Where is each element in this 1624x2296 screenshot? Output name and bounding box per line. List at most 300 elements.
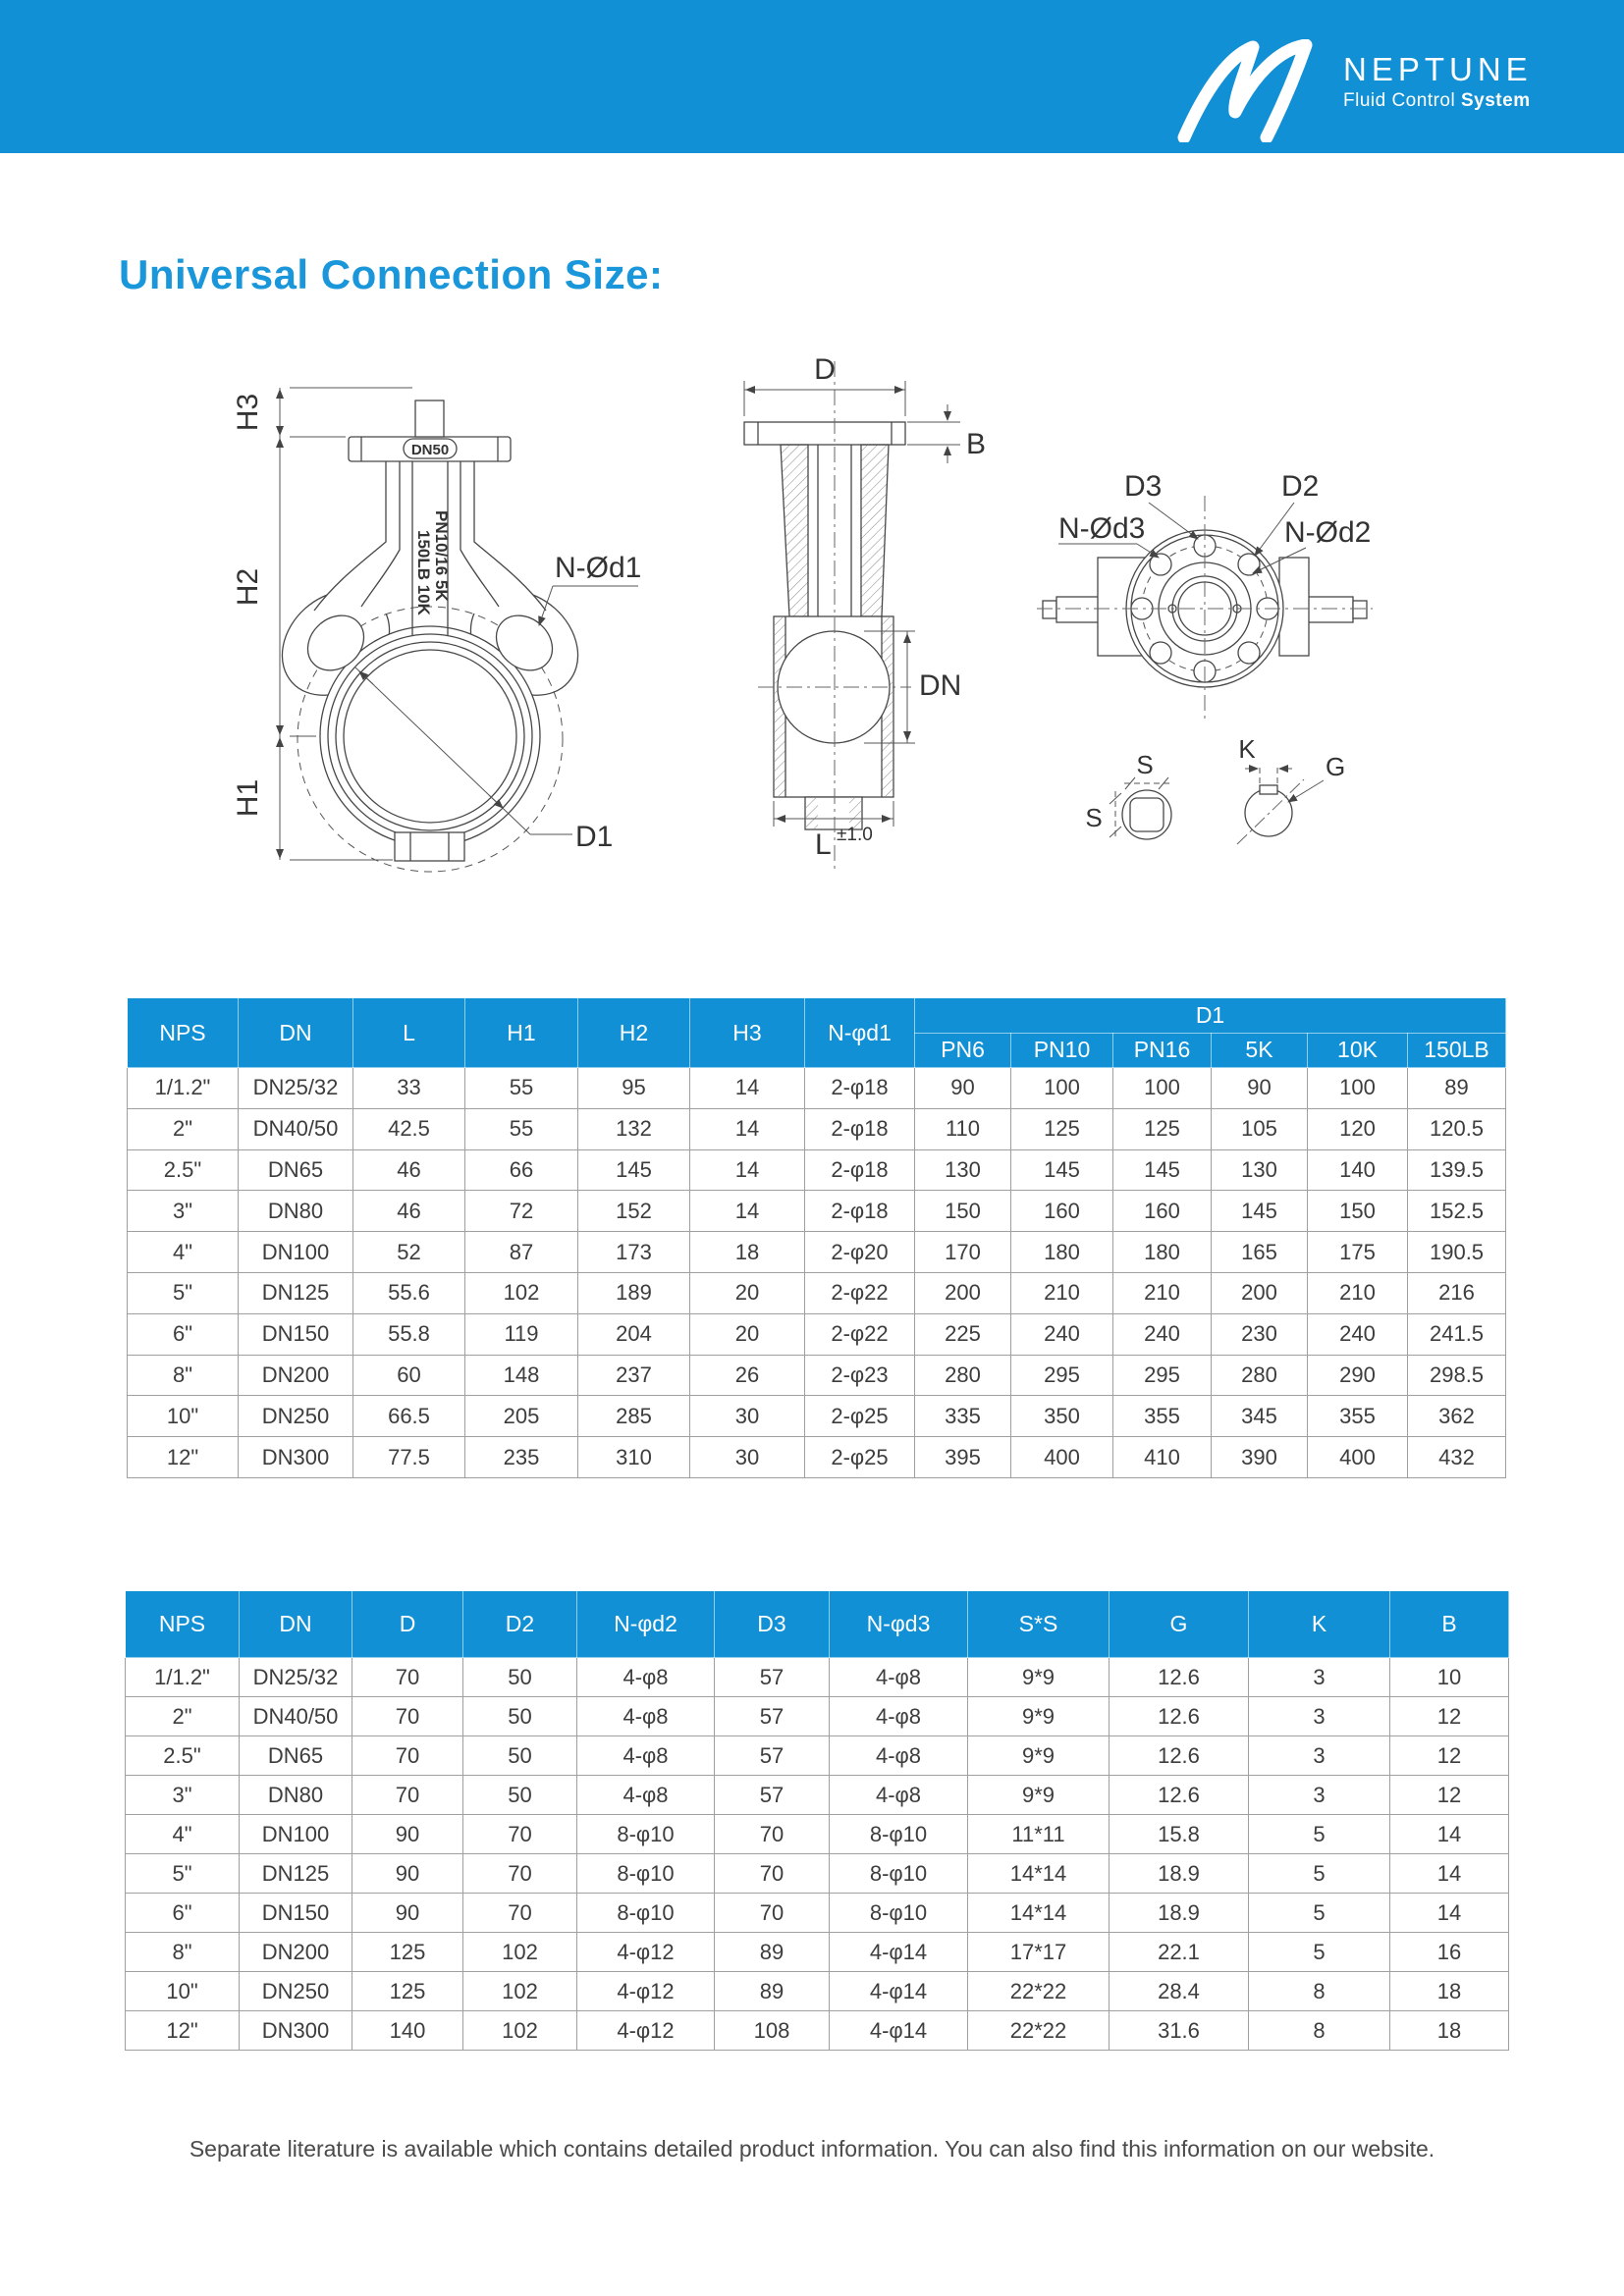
table-cell: DN250 (240, 1972, 352, 2011)
table-cell: 216 (1408, 1272, 1506, 1313)
table-cell: 6" (126, 1894, 240, 1933)
table-cell: 175 (1308, 1232, 1408, 1273)
table-row (126, 1894, 1509, 1933)
table-row (126, 1933, 1509, 1972)
table-cell: 280 (1212, 1355, 1308, 1396)
table-cell: 100 (1011, 1068, 1113, 1109)
table-cell: 14 (1390, 1815, 1509, 1854)
table-row (128, 1355, 1506, 1396)
table-row (126, 1815, 1509, 1854)
col-header-pn16: PN16 (1113, 1033, 1212, 1068)
table-cell: 145 (1113, 1149, 1212, 1191)
table-cell: 70 (715, 1854, 830, 1894)
table-cell: 90 (915, 1068, 1011, 1109)
table-cell: 4-φ12 (577, 1933, 715, 1972)
table-cell: 105 (1212, 1108, 1308, 1149)
table-cell: 165 (1212, 1232, 1308, 1273)
table-cell: 189 (578, 1272, 690, 1313)
table-cell: 42.5 (353, 1108, 465, 1149)
table-cell: 280 (915, 1355, 1011, 1396)
col-header-dn: DN (239, 998, 353, 1068)
table-cell: 2-φ20 (805, 1232, 915, 1273)
table-cell: 241.5 (1408, 1313, 1506, 1355)
table-cell: 55.8 (353, 1313, 465, 1355)
connection-size-table-2 (125, 1590, 1509, 2051)
table-cell: 130 (1212, 1149, 1308, 1191)
table-cell: 4" (126, 1815, 240, 1854)
table-cell: DN200 (239, 1355, 353, 1396)
table-cell: 160 (1011, 1191, 1113, 1232)
table-cell: 119 (465, 1313, 578, 1355)
table-cell: 4-φ14 (830, 2011, 968, 2051)
table-cell: DN300 (240, 2011, 352, 2051)
table-cell: 170 (915, 1232, 1011, 1273)
dim-l-label: L (815, 828, 832, 861)
table-cell: DN40/50 (239, 1108, 353, 1149)
table-cell: 15.8 (1110, 1815, 1249, 1854)
table-cell: 2-φ18 (805, 1149, 915, 1191)
table-cell: 66 (465, 1149, 578, 1191)
table-cell: 395 (915, 1437, 1011, 1478)
table-cell: 18 (1390, 2011, 1509, 2051)
table-row (128, 1232, 1506, 1273)
tagline-bold: System (1461, 90, 1531, 111)
table-cell: 1/1.2" (128, 1068, 239, 1109)
table-cell: 130 (915, 1149, 1011, 1191)
table-cell: 18 (1390, 1972, 1509, 2011)
table-cell: 70 (352, 1736, 463, 1776)
table-cell: 8" (128, 1355, 239, 1396)
table-cell: 204 (578, 1313, 690, 1355)
col-header-nps: NPS (126, 1591, 240, 1658)
table-cell: 33 (353, 1068, 465, 1109)
dim-n-od1-label: N-Ød1 (555, 552, 642, 584)
col-header-g: G (1110, 1591, 1249, 1658)
table-cell: 8 (1249, 2011, 1390, 2051)
table-row (128, 1437, 1506, 1478)
neptune-swoosh-icon (1176, 39, 1343, 142)
table-cell: 89 (715, 1972, 830, 2011)
table-cell: 3" (128, 1191, 239, 1232)
table-row (126, 1658, 1509, 1697)
table-cell: 8 (1249, 1972, 1390, 2011)
table-cell: 210 (1011, 1272, 1113, 1313)
table-cell: 120 (1308, 1108, 1408, 1149)
table-cell: 22*22 (968, 2011, 1110, 2051)
table-cell: 4" (128, 1232, 239, 1273)
table-cell: 102 (463, 1972, 577, 2011)
table-cell: 200 (1212, 1272, 1308, 1313)
table-cell: 2-φ23 (805, 1355, 915, 1396)
section-view (744, 361, 911, 872)
table-row (128, 1272, 1506, 1313)
dim-n-od2-label: N-Ød2 (1284, 516, 1372, 549)
table-cell: 295 (1113, 1355, 1212, 1396)
table-cell: 2-φ22 (805, 1313, 915, 1355)
table-cell: 70 (715, 1815, 830, 1854)
table-cell: 4-φ14 (830, 1972, 968, 2011)
dim-b-label: B (966, 428, 987, 460)
table-cell: 87 (465, 1232, 578, 1273)
table-cell: 57 (715, 1776, 830, 1815)
col-header-h3: H3 (690, 998, 805, 1068)
table-cell: 4-φ8 (577, 1697, 715, 1736)
table-cell: 70 (715, 1894, 830, 1933)
table-cell: 5 (1249, 1933, 1390, 1972)
table-cell: 152 (578, 1191, 690, 1232)
table-cell: 400 (1011, 1437, 1113, 1478)
table-cell: 285 (578, 1396, 690, 1437)
table-cell: 350 (1011, 1396, 1113, 1437)
table-cell: DN125 (239, 1272, 353, 1313)
dim-h2-label: H2 (232, 567, 264, 607)
table-cell: 2.5" (126, 1736, 240, 1776)
table-cell: 150 (1308, 1191, 1408, 1232)
table-cell: 432 (1408, 1437, 1506, 1478)
table-cell: 90 (352, 1815, 463, 1854)
table-cell: 12 (1390, 1697, 1509, 1736)
table-cell: 14*14 (968, 1894, 1110, 1933)
table-cell: 160 (1113, 1191, 1212, 1232)
table-cell: 145 (1212, 1191, 1308, 1232)
table-cell: 10" (128, 1396, 239, 1437)
table-cell: 60 (353, 1355, 465, 1396)
valve-technical-drawing (147, 344, 1473, 952)
table-cell: 180 (1011, 1232, 1113, 1273)
table-cell: 14 (690, 1191, 805, 1232)
table-cell: 2-φ22 (805, 1272, 915, 1313)
table-cell: 30 (690, 1437, 805, 1478)
table-row (128, 1313, 1506, 1355)
table-cell: 390 (1212, 1437, 1308, 1478)
table-cell: 140 (352, 2011, 463, 2051)
table-cell: 12" (126, 2011, 240, 2051)
table-cell: 52 (353, 1232, 465, 1273)
col-header-d: D (352, 1591, 463, 1658)
table-cell: 145 (578, 1149, 690, 1191)
table-cell: DN150 (240, 1894, 352, 1933)
table-cell: 230 (1212, 1313, 1308, 1355)
table-cell: 18.9 (1110, 1854, 1249, 1894)
table-cell: 240 (1308, 1313, 1408, 1355)
table-cell: DN300 (239, 1437, 353, 1478)
table-cell: 55.6 (353, 1272, 465, 1313)
table-cell: 125 (352, 1933, 463, 1972)
table-cell: DN65 (239, 1149, 353, 1191)
table-cell: 70 (352, 1776, 463, 1815)
table-cell: 2-φ18 (805, 1068, 915, 1109)
table-cell: DN80 (239, 1191, 353, 1232)
table-cell: 3 (1249, 1776, 1390, 1815)
table-row (128, 1068, 1506, 1109)
table-cell: 90 (352, 1894, 463, 1933)
table-cell: 152.5 (1408, 1191, 1506, 1232)
table-cell: 72 (465, 1191, 578, 1232)
table-cell: 2-φ18 (805, 1108, 915, 1149)
col-group-header-d1: D1 (915, 998, 1506, 1034)
table-cell: 125 (1011, 1108, 1113, 1149)
table-cell: 18.9 (1110, 1894, 1249, 1933)
col-header-s-s: S*S (968, 1591, 1110, 1658)
table-cell: 12.6 (1110, 1697, 1249, 1736)
table-row (128, 1191, 1506, 1232)
table-cell: 12 (1390, 1736, 1509, 1776)
dim-n-od3-label: N-Ød3 (1058, 512, 1146, 545)
table-cell: 139.5 (1408, 1149, 1506, 1191)
table-cell: 150 (915, 1191, 1011, 1232)
table-cell: DN150 (239, 1313, 353, 1355)
table-cell: 70 (463, 1854, 577, 1894)
table-cell: 9*9 (968, 1658, 1110, 1697)
table-cell: 125 (1113, 1108, 1212, 1149)
table-cell: DN40/50 (240, 1697, 352, 1736)
table-cell: 66.5 (353, 1396, 465, 1437)
table-cell: DN125 (240, 1854, 352, 1894)
table-cell: 4-φ8 (830, 1776, 968, 1815)
table-cell: 8-φ10 (830, 1854, 968, 1894)
table-cell: 200 (915, 1272, 1011, 1313)
table-cell: 240 (1011, 1313, 1113, 1355)
table-cell: 57 (715, 1736, 830, 1776)
table-cell: 50 (463, 1697, 577, 1736)
table-cell: 4-φ8 (577, 1658, 715, 1697)
col-header-nps: NPS (128, 998, 239, 1068)
table-cell: 100 (1113, 1068, 1212, 1109)
table-cell: 17*17 (968, 1933, 1110, 1972)
table-cell: 237 (578, 1355, 690, 1396)
table-cell: 140 (1308, 1149, 1408, 1191)
table-cell: 3" (126, 1776, 240, 1815)
table-cell: 12 (1390, 1776, 1509, 1815)
table-cell: 46 (353, 1191, 465, 1232)
table-cell: 57 (715, 1658, 830, 1697)
tagline-regular: Fluid Control (1343, 90, 1461, 111)
table-cell: 55 (465, 1068, 578, 1109)
table-cell: 1/1.2" (126, 1658, 240, 1697)
table-cell: 77.5 (353, 1437, 465, 1478)
table-cell: 298.5 (1408, 1355, 1506, 1396)
table-cell: 9*9 (968, 1697, 1110, 1736)
table-cell: 18 (690, 1232, 805, 1273)
table-cell: 70 (463, 1894, 577, 1933)
detail-keyed-stem (1237, 734, 1345, 844)
table-cell: 8-φ10 (577, 1894, 715, 1933)
table-row (126, 1854, 1509, 1894)
table-cell: 3 (1249, 1736, 1390, 1776)
table-cell: 102 (465, 1272, 578, 1313)
table-cell: 2-φ25 (805, 1396, 915, 1437)
table-cell: 295 (1011, 1355, 1113, 1396)
table-cell: 4-φ8 (830, 1736, 968, 1776)
table-cell: 5 (1249, 1854, 1390, 1894)
table-cell: 50 (463, 1658, 577, 1697)
table-cell: 20 (690, 1313, 805, 1355)
table-cell: 70 (352, 1697, 463, 1736)
table-cell: 2-φ25 (805, 1437, 915, 1478)
table-row (126, 1776, 1509, 1815)
dim-d2-label: D2 (1281, 470, 1320, 503)
table-cell: 70 (352, 1658, 463, 1697)
table-cell: 148 (465, 1355, 578, 1396)
table-cell: 55 (465, 1108, 578, 1149)
table-cell: 14 (1390, 1854, 1509, 1894)
table-cell: 5 (1249, 1815, 1390, 1854)
table-cell: 120.5 (1408, 1108, 1506, 1149)
table-cell: 12.6 (1110, 1776, 1249, 1815)
stem-rating-text-left: 150LB 10K (414, 530, 433, 615)
table-cell: 12.6 (1110, 1658, 1249, 1697)
table-cell: 6" (128, 1313, 239, 1355)
table-row (128, 1149, 1506, 1191)
col-header-5k: 5K (1212, 1033, 1308, 1068)
footer-note: Separate literature is available which contains detailed product information. You can also find this information on our website. (189, 2136, 1435, 2162)
dim-l-tolerance: ±1.0 (837, 825, 873, 845)
table-cell: 8-φ10 (830, 1815, 968, 1854)
table-row (126, 1972, 1509, 2011)
table-cell: 125 (352, 1972, 463, 2011)
table-cell: 90 (352, 1854, 463, 1894)
table-cell: 205 (465, 1396, 578, 1437)
table-cell: 12.6 (1110, 1736, 1249, 1776)
col-header-pn10: PN10 (1011, 1033, 1113, 1068)
col-header-pn6: PN6 (915, 1033, 1011, 1068)
stem-rating-text-right: PN10/16 5K (432, 510, 451, 602)
col-header-n-phi-d1: N-φd1 (805, 998, 915, 1068)
table-cell: DN100 (239, 1232, 353, 1273)
col-header-b: B (1390, 1591, 1509, 1658)
table-cell: 400 (1308, 1437, 1408, 1478)
table-cell: 14 (690, 1149, 805, 1191)
table-cell: 102 (463, 1933, 577, 1972)
table-cell: 70 (463, 1815, 577, 1854)
col-header-h2: H2 (578, 998, 690, 1068)
table-row (126, 2011, 1509, 2051)
table-cell: DN200 (240, 1933, 352, 1972)
table-cell: DN100 (240, 1815, 352, 1854)
table-cell: 12" (128, 1437, 239, 1478)
table-cell: 10 (1390, 1658, 1509, 1697)
dim-dn-label: DN (919, 669, 962, 702)
table-cell: 14 (1390, 1894, 1509, 1933)
table-cell: 4-φ8 (830, 1658, 968, 1697)
table-cell: 210 (1113, 1272, 1212, 1313)
col-header-d3: D3 (715, 1591, 830, 1658)
table-row (128, 1396, 1506, 1437)
table-row (128, 1108, 1506, 1149)
col-header-k: K (1249, 1591, 1390, 1658)
table-cell: DN25/32 (239, 1068, 353, 1109)
connection-size-table-1 (127, 997, 1506, 1478)
col-header-n-phi-d2: N-φd2 (577, 1591, 715, 1658)
table-cell: 102 (463, 2011, 577, 2051)
table-cell: 20 (690, 1272, 805, 1313)
table-cell: 4-φ8 (577, 1776, 715, 1815)
table-cell: 5" (126, 1854, 240, 1894)
table-cell: 4-φ14 (830, 1933, 968, 1972)
table-cell: 335 (915, 1396, 1011, 1437)
table-cell: DN250 (239, 1396, 353, 1437)
table-cell: 30 (690, 1396, 805, 1437)
table-cell: 173 (578, 1232, 690, 1273)
table-cell: 290 (1308, 1355, 1408, 1396)
dim-d1-label: D1 (575, 821, 614, 853)
col-header-dn: DN (240, 1591, 352, 1658)
table-cell: 2.5" (128, 1149, 239, 1191)
table-cell: 5 (1249, 1894, 1390, 1933)
table-cell: 4-φ8 (830, 1697, 968, 1736)
col-header-n-phi-d3: N-φd3 (830, 1591, 968, 1658)
table-cell: 8-φ10 (577, 1815, 715, 1854)
table-cell: 31.6 (1110, 2011, 1249, 2051)
table-cell: 14 (690, 1068, 805, 1109)
table-row (126, 1736, 1509, 1776)
table-cell: 26 (690, 1355, 805, 1396)
dim-s-top-label: S (1136, 750, 1154, 779)
col-header-h1: H1 (465, 998, 578, 1068)
table-cell: 90 (1212, 1068, 1308, 1109)
table-cell: 235 (465, 1437, 578, 1478)
col-header-10k: 10K (1308, 1033, 1408, 1068)
table-cell: 180 (1113, 1232, 1212, 1273)
col-header-l: L (353, 998, 465, 1068)
col-header-d2: D2 (463, 1591, 577, 1658)
detail-square-stem (1085, 750, 1171, 839)
dim-d-label: D (814, 353, 836, 386)
table-cell: 10" (126, 1972, 240, 2011)
table-cell: 355 (1308, 1396, 1408, 1437)
table-cell: 22.1 (1110, 1933, 1249, 1972)
table-cell: 14 (690, 1108, 805, 1149)
col-header-150lb: 150LB (1408, 1033, 1506, 1068)
table-cell: 355 (1113, 1396, 1212, 1437)
table-cell: 3 (1249, 1697, 1390, 1736)
table-cell: DN25/32 (240, 1658, 352, 1697)
brand-name: NEPTUNE (1343, 51, 1533, 87)
table-cell: 50 (463, 1736, 577, 1776)
table-cell: 8" (126, 1933, 240, 1972)
table-cell: 210 (1308, 1272, 1408, 1313)
table-cell: 95 (578, 1068, 690, 1109)
dim-h3-label: H3 (232, 393, 264, 432)
table-cell: 57 (715, 1697, 830, 1736)
dim-h1-label: H1 (232, 778, 264, 818)
page-title: Universal Connection Size: (119, 251, 664, 297)
dim-k-label: K (1238, 734, 1256, 764)
plate-size-label: DN50 (410, 442, 450, 458)
table-cell: 2" (128, 1108, 239, 1149)
table-cell: 3 (1249, 1658, 1390, 1697)
table-cell: 110 (915, 1108, 1011, 1149)
table-cell: 4-φ12 (577, 2011, 715, 2051)
dim-g-label: G (1326, 752, 1346, 781)
table-cell: 50 (463, 1776, 577, 1815)
table-cell: 14*14 (968, 1854, 1110, 1894)
table-cell: 8-φ10 (577, 1854, 715, 1894)
table-cell: 9*9 (968, 1776, 1110, 1815)
table-cell: 11*11 (968, 1815, 1110, 1854)
table-cell: 28.4 (1110, 1972, 1249, 2011)
table-cell: DN80 (240, 1776, 352, 1815)
table-cell: 4-φ8 (577, 1736, 715, 1776)
dim-s-side-label: S (1085, 803, 1103, 832)
table-cell: 100 (1308, 1068, 1408, 1109)
table-cell: 362 (1408, 1396, 1506, 1437)
table-cell: 345 (1212, 1396, 1308, 1437)
table-row (126, 1697, 1509, 1736)
table-cell: 190.5 (1408, 1232, 1506, 1273)
header-band (0, 0, 1624, 153)
table-cell: 132 (578, 1108, 690, 1149)
